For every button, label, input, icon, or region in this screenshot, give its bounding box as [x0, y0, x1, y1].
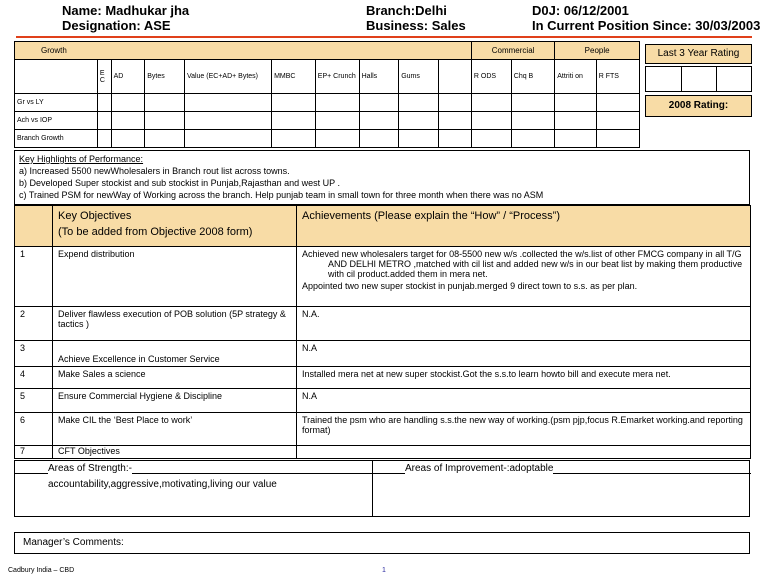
growth-row	[15, 94, 640, 112]
rating-2008-label: 2008 Rating:	[645, 95, 752, 117]
objective-row	[15, 341, 751, 367]
growth-row	[15, 112, 640, 130]
objective-text: Deliver flawless execution of POB solution (5P strategy & tactics )	[53, 307, 297, 341]
date-of-joining: D0J: 06/12/2001	[532, 3, 629, 18]
col-header: Halls	[359, 60, 399, 94]
objective-number: 5	[15, 389, 53, 413]
objective-number: 1	[15, 247, 53, 307]
people-header: People	[555, 42, 640, 60]
objective-row	[15, 413, 751, 446]
col-header: E C	[97, 60, 111, 94]
box-divider	[372, 461, 373, 517]
objective-number: 4	[15, 367, 53, 389]
employee-designation: Designation: ASE	[62, 18, 171, 33]
col-header: Chq B	[511, 60, 555, 94]
rating-year-box[interactable]	[645, 66, 682, 92]
objective-row	[15, 247, 751, 307]
achievement-text	[297, 446, 751, 459]
growth-row-label: Branch Growth	[15, 130, 98, 148]
employee-name: Name: Madhukar jha	[62, 3, 190, 18]
col-header-spacer	[438, 60, 471, 94]
key-objectives-subheader: (To be added from Objective 2008 form)	[58, 226, 253, 238]
objective-row	[15, 446, 751, 459]
improvement-title: Areas of Improvement-:adoptable	[405, 463, 554, 474]
commercial-header: Commercial	[471, 42, 554, 60]
branch: Branch:Delhi	[366, 3, 447, 18]
objective-text: Ensure Commercial Hygiene & Discipline	[53, 389, 297, 413]
business: Business: Sales	[366, 18, 466, 33]
objective-text: Make CIL the ‘Best Place to work’	[53, 413, 297, 446]
highlight-line: a) Increased 5500 newWholesalers in Branch rout list across towns.	[19, 166, 290, 176]
col-header: Value (EC+AD+ Bytes)	[184, 60, 271, 94]
col-header: Bytes	[145, 60, 185, 94]
objective-text: Make Sales a science	[53, 367, 297, 389]
manager-comments-box[interactable]	[14, 532, 750, 554]
col-header: R FTS	[596, 60, 639, 94]
col-header: Gums	[399, 60, 439, 94]
objective-text: CFT Objectives	[53, 446, 297, 459]
objectives-num-header	[15, 206, 53, 247]
footer-page-number: 1	[382, 567, 386, 574]
objective-text: Achieve Excellence in Customer Service	[53, 341, 297, 367]
growth-row-label: Ach vs IOP	[15, 112, 98, 130]
current-position-since: In Current Position Since: 30/03/2003	[532, 18, 761, 33]
achievement-text: Installed mera net at new super stockist.Got the s.s.to learn howto bill and execute mera net.	[297, 367, 751, 389]
objective-number: 7	[15, 446, 53, 459]
achievements-header: Achievements (Please explain the “How” / “Process”)	[297, 206, 751, 247]
objectives-table	[14, 205, 751, 459]
achievement-text: N.A	[297, 389, 751, 413]
objective-number: 6	[15, 413, 53, 446]
col-header: Attriti on	[555, 60, 596, 94]
col-header: MMBC	[272, 60, 316, 94]
objective-text: Expend distribution	[53, 247, 297, 307]
col-header: AD	[111, 60, 145, 94]
strengths-text: accountability,aggressive,motivating,living our value	[48, 479, 277, 490]
key-highlights	[14, 150, 750, 205]
objective-number: 3	[15, 341, 53, 367]
strengths-title: Areas of Strength:-	[48, 463, 132, 474]
col-header: R ODS	[471, 60, 511, 94]
achievement-text: N.A	[297, 341, 751, 367]
objective-row	[15, 389, 751, 413]
rating-year-box[interactable]	[716, 66, 752, 92]
manager-comments-label: Manager’s Comments:	[23, 537, 124, 548]
footer-company: Cadbury India – CBD	[8, 567, 75, 574]
achievement-text-2: Appointed two new super stockist in punjab.merged 9 direct town to s.s. as per plan.	[302, 281, 638, 291]
col-header: EP+ Crunch	[315, 60, 359, 94]
achievement-text: Achieved new wholesalers target for 08-5500 new w/s .collected the w/s.list of other FMCG company in all T/G AND DELHI METRO ,matched with cil list and added new w/s in our beat list by making them productive with cil product.added them in mera net.	[302, 249, 743, 279]
highlights-title: Key Highlights of Performance:	[19, 154, 144, 164]
highlight-line: c) Trained PSM for newWay of Working across the branch. Help punjab team in small town for three month when there was no ASM	[19, 190, 544, 200]
growth-row	[15, 130, 640, 148]
highlight-line: b) Developed Super stockist and sub stockist in Punjab,Rajasthan and west UP .	[19, 178, 341, 188]
objective-row	[15, 367, 751, 389]
key-objectives-header: Key Objectives	[58, 210, 132, 222]
last-3-year-rating-label: Last 3 Year Rating	[645, 44, 752, 64]
growth-title: Growth	[15, 42, 472, 60]
growth-corner-cell	[15, 60, 98, 94]
header-divider	[16, 36, 752, 38]
growth-row-label: Gr vs LY	[15, 94, 98, 112]
achievement-text: N.A.	[297, 307, 751, 341]
growth-table	[14, 41, 640, 148]
achievement-text: Trained the psm who are handling s.s.the new way of working.(psm pjp,focus R.Emarket working.and reporting format)	[297, 413, 751, 446]
objective-row	[15, 307, 751, 341]
objective-number: 2	[15, 307, 53, 341]
rating-year-box[interactable]	[681, 66, 717, 92]
